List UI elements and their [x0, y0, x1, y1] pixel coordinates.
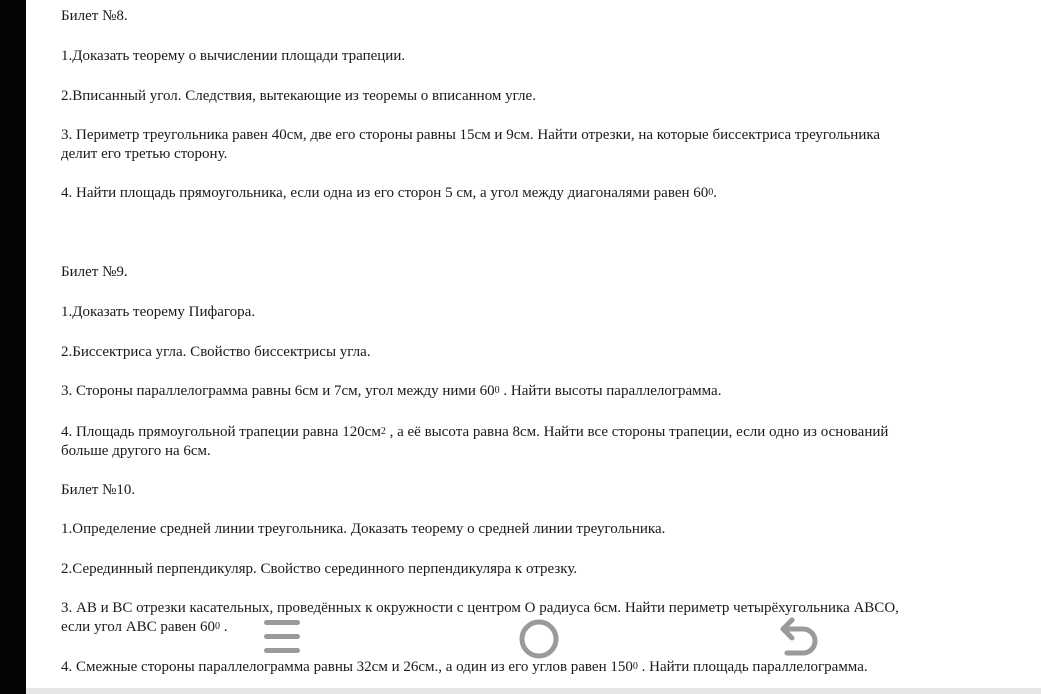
ticket-10-question-3-line-1: 3. АВ и ВС отрезки касательных, проведённых к окружности с центром О радиуса 6см. Найти периметр четырёхугольника АВСО, — [61, 600, 899, 616]
home-circle-icon — [517, 617, 561, 661]
ticket-8-question-1: 1.Доказать теорему о вычислении площади трапеции. — [61, 48, 406, 64]
ticket-9-question-4-line-2: больше другого на 6см. — [61, 443, 211, 459]
ticket-9-q3-end: . Найти высоты параллелограмма. — [499, 383, 722, 399]
ticket-9-q4-text: 4. Площадь прямоугольной трапеции равна 120см — [61, 424, 381, 440]
ticket-9-question-2: 2.Биссектриса угла. Свойство биссектрисы угла. — [61, 344, 371, 360]
ticket-8-question-3-line-2: делит его третью сторону. — [61, 146, 228, 162]
ticket-9-q4-square: 2 — [380, 426, 386, 437]
ticket-8-question-2: 2.Вписанный угол. Следствия, вытекающие из теоремы о вписанном угле. — [61, 88, 536, 104]
ticket-9-question-3 — [61, 382, 721, 401]
ticket-10-question-3-line-2 — [61, 618, 227, 637]
ticket-8-question-4 — [61, 184, 717, 203]
ticket-10-q4-degree: 0 — [632, 661, 638, 672]
ticket-8-title: Билет №8. — [61, 8, 128, 24]
back-button[interactable] — [775, 615, 819, 659]
back-arrow-icon — [775, 615, 819, 659]
ticket-10-q4-text: 4. Смежные стороны параллелограмма равны 32см и 26см., а один из его углов равен 150 — [61, 659, 633, 675]
bottom-edge-strip — [26, 688, 1041, 694]
ticket-9-q3-degree: 0 — [494, 385, 500, 396]
ticket-9-q4-end: , а её высота равна 8см. Найти все стороны трапеции, если одно из оснований — [385, 424, 889, 440]
home-button[interactable] — [517, 617, 561, 661]
ticket-10-q3-degree: 0 — [214, 621, 220, 632]
ticket-9-question-1: 1.Доказать теорему Пифагора. — [61, 304, 256, 320]
ticket-10-question-4 — [61, 658, 868, 677]
ticket-9-q3-text: 3. Стороны параллелограмма равны 6см и 7см, угол между ними 60 — [61, 383, 495, 399]
ticket-8-q4-text: 4. Найти площадь прямоугольника, если одна из его сторон 5 см, а угол между диагоналями равен 60 — [61, 185, 709, 201]
ticket-8-question-3-line-1: 3. Периметр треугольника равен 40см, две его стороны равны 15см и 9см. Найти отрезки, на которые биссектриса треугольника — [61, 127, 881, 143]
ticket-10-q3-text: если угол АВС равен 60 — [61, 619, 215, 635]
menu-button[interactable] — [262, 617, 302, 657]
ticket-9-question-4-line-1 — [61, 423, 888, 442]
left-edge-bar — [0, 0, 26, 694]
ticket-10-title: Билет №10. — [61, 482, 136, 498]
ticket-10-q4-end: . Найти площадь параллелограмма. — [637, 659, 868, 675]
ticket-9-title: Билет №9. — [61, 264, 128, 280]
ticket-8-q4-degree: 0 — [708, 187, 714, 198]
ticket-8-q4-end: . — [713, 185, 718, 201]
ticket-10-q3-end: . — [219, 619, 228, 635]
menu-lines-icon — [262, 617, 302, 657]
ticket-10-question-1: 1.Определение средней линии треугольника. Доказать теорему о средней линии треугольника. — [61, 521, 666, 537]
ticket-10-question-2: 2.Серединный перпендикуляр. Свойство серединного перпендикуляра к отрезку. — [61, 561, 578, 577]
